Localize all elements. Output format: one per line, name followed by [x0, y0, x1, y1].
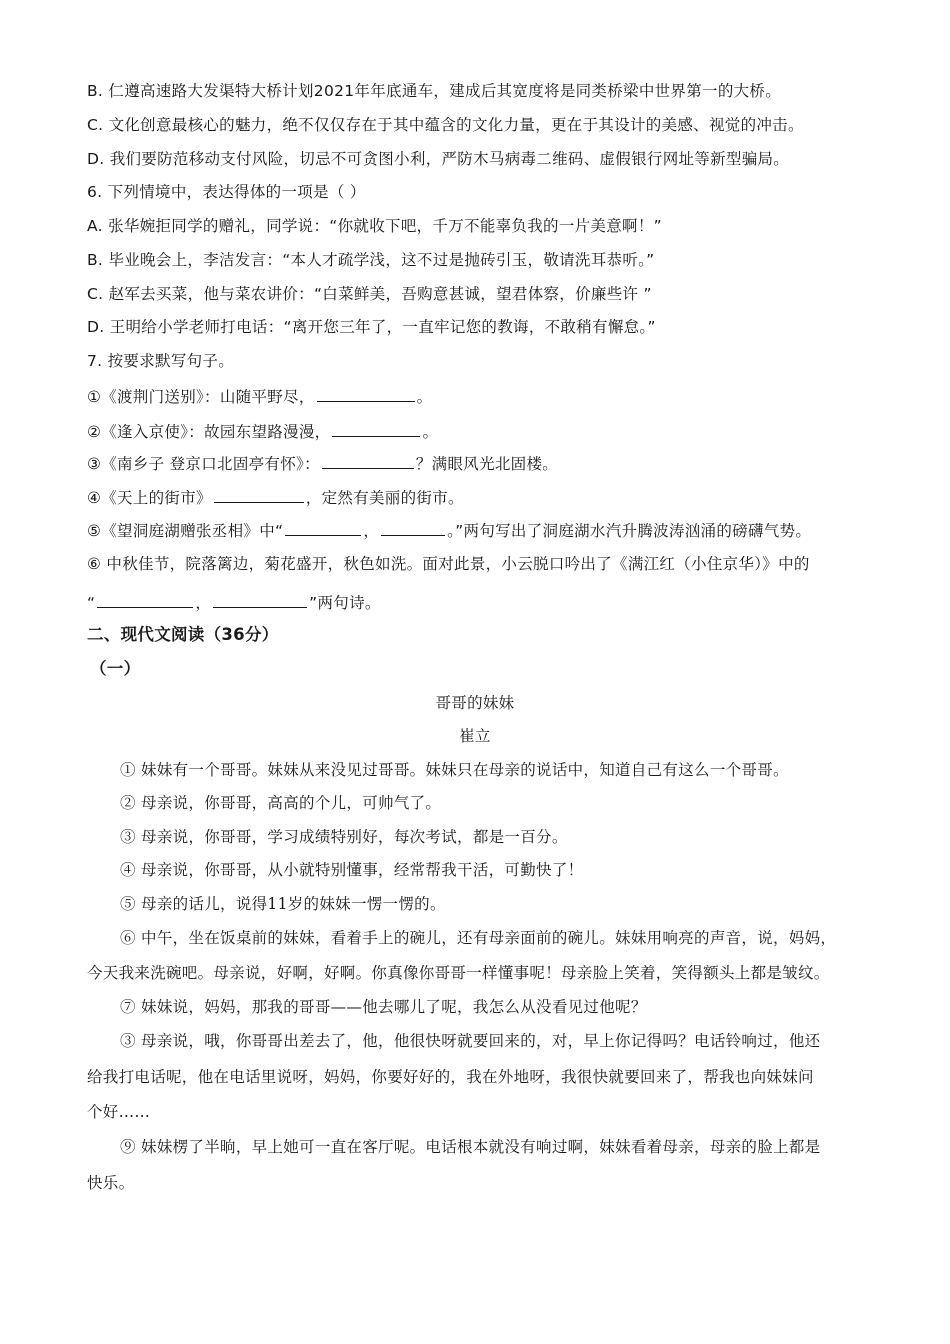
paragraph-9-line2: 快乐。 — [87, 1174, 135, 1192]
answer-blank[interactable] — [213, 591, 307, 608]
answer-blank[interactable] — [97, 591, 193, 608]
paragraph-7: ⑦ 妹妹说，妈妈，那我的哥哥——他去哪儿了呢，我怎么从没看见过他呢？ — [120, 998, 647, 1016]
q7-item-3-end: ？满眼风光北固楼。 — [415, 455, 559, 473]
paragraph-9-line1: ⑨ 妹妹楞了半晌，早上她可一直在客厅呢。电话根本就没有响过啊，妹妹看着母亲，母亲的脸上都是 — [120, 1138, 821, 1156]
q7-item-6-mid: ， — [195, 594, 212, 612]
q7-item-2-end: 。 — [422, 423, 439, 441]
q7-item-1 — [87, 385, 880, 408]
section-title: 二、现代文阅读（36分） — [87, 625, 279, 644]
q7-item-5-mid: ， — [363, 522, 380, 540]
answer-blank[interactable] — [317, 385, 415, 402]
q6-option-d: D. 王明给小学老师打电话：“离开您三年了，一直牢记您的教诲，不敢稍有懈怠。” — [87, 318, 656, 336]
q7-item-4 — [87, 486, 880, 509]
q7-title: 7. 按要求默写句子。 — [87, 352, 235, 370]
q6-title: 6. 下列情境中，表达得体的一项是（ ） — [87, 183, 366, 201]
q7-item-1-end: 。 — [416, 388, 433, 406]
answer-blank[interactable] — [381, 519, 445, 536]
q6-option-a: A. 张华婉拒同学的赠礼，同学说：“你就收下吧，千万不能辜负我的一片美意啊！” — [87, 217, 662, 235]
q7-item-5 — [87, 519, 880, 542]
answer-blank[interactable] — [322, 452, 414, 469]
q7-item-6-quote-open: “ — [87, 594, 96, 612]
subsection-title: （一） — [90, 659, 141, 678]
paragraph-3: ③ 母亲说，你哥哥，学习成绩特别好，每次考试，都是一百分。 — [120, 828, 568, 846]
q5-option-b: B. 仁遵高速路大发渠特大桥计划2021年年底通车，建成后其宽度将是同类桥梁中世界第一的大桥。 — [87, 82, 782, 100]
q5-option-d: D. 我们要防范移动支付风险，切忌不可贪图小利，严防木马病毒二维码、虚假银行网址等新型骗局。 — [87, 150, 790, 168]
paragraph-4: ④ 母亲说，你哥哥，从小就特别懂事，经常帮我干活，可勤快了！ — [120, 861, 584, 879]
q7-item-2 — [87, 420, 880, 443]
q7-item-2-text: ②《逢入京使》：故园东望路漫漫， — [87, 423, 331, 441]
paragraph-8-line1: ③ 母亲说，哦，你哥哥出差去了，他，他很快呀就要回来的，对，早上你记得吗？电话铃响过，他还 — [120, 1032, 821, 1050]
answer-blank[interactable] — [285, 519, 361, 536]
answer-blank[interactable] — [332, 420, 420, 437]
story-author: 崔立 — [459, 727, 491, 745]
answer-blank[interactable] — [214, 486, 304, 503]
q7-item-5-text: ⑤《望洞庭湖赠张丞相》中“ — [87, 522, 284, 540]
paragraph-8-line3: 个好…… — [87, 1103, 151, 1121]
q7-item-3 — [87, 452, 880, 475]
q7-item-6-line2 — [87, 591, 880, 614]
paragraph-8-line2: 给我打电话呢，他在电话里说呀，妈妈，你要好好的，我在外地呀，我很快就要回来了，帮我也向妹妹问 — [87, 1068, 814, 1086]
q7-item-1-text: ①《渡荆门送别》：山随平野尽， — [87, 388, 315, 406]
q7-item-4-end: ，定然有美丽的街市。 — [305, 489, 464, 507]
q6-option-c: C. 赵军去买菜，他与菜农讲价：“白菜鲜美，吾购意甚诚，望君体察，价廉些许 ” — [87, 285, 652, 303]
story-title: 哥哥的妹妹 — [435, 694, 515, 712]
q7-item-3-text: ③《南乡子 登京口北固亭有怀》： — [87, 455, 320, 473]
q7-item-5-end: 。”两句写出了洞庭湖水汽升腾波涛汹涌的磅礴气势。 — [447, 522, 812, 540]
q7-item-4-text: ④《天上的街市》 — [87, 489, 212, 507]
paragraph-6-line1: ⑥ 中午，坐在饭桌前的妹妹，看着手上的碗儿，还有母亲面前的碗儿。妹妹用响亮的声音，说，妈妈， — [120, 929, 837, 947]
q5-option-c: C. 文化创意最核心的魅力，绝不仅仅存在于其中蕴含的文化力量，更在于其设计的美感、视觉的冲击。 — [87, 116, 804, 134]
q7-item-6-end: ”两句诗。 — [309, 594, 381, 612]
paragraph-6-line2: 今天我来洗碗吧。母亲说，好啊，好啊。你真像你哥哥一样懂事呢！母亲脸上笑着，笑得额头上都是皱纹。 — [87, 964, 830, 982]
q6-option-b: B. 毕业晚会上，李洁发言：“本人才疏学浅，这不过是抛砖引玉，敬请洗耳恭听。” — [87, 251, 655, 269]
paragraph-1: ① 妹妹有一个哥哥。妹妹从来没见过哥哥。妹妹只在母亲的说话中，知道自己有这么一个哥哥。 — [120, 761, 789, 779]
paragraph-2: ② 母亲说，你哥哥，高高的个儿，可帅气了。 — [120, 794, 442, 812]
paragraph-5: ⑤ 母亲的话儿，说得11岁的妹妹一愣一愣的。 — [120, 895, 446, 913]
q7-item-6-line1: ⑥ 中秋佳节，院落篱边，菊花盛开，秋色如洗。面对此景，小云脱口吟出了《满江红（小住京华）》中的 — [87, 555, 810, 573]
